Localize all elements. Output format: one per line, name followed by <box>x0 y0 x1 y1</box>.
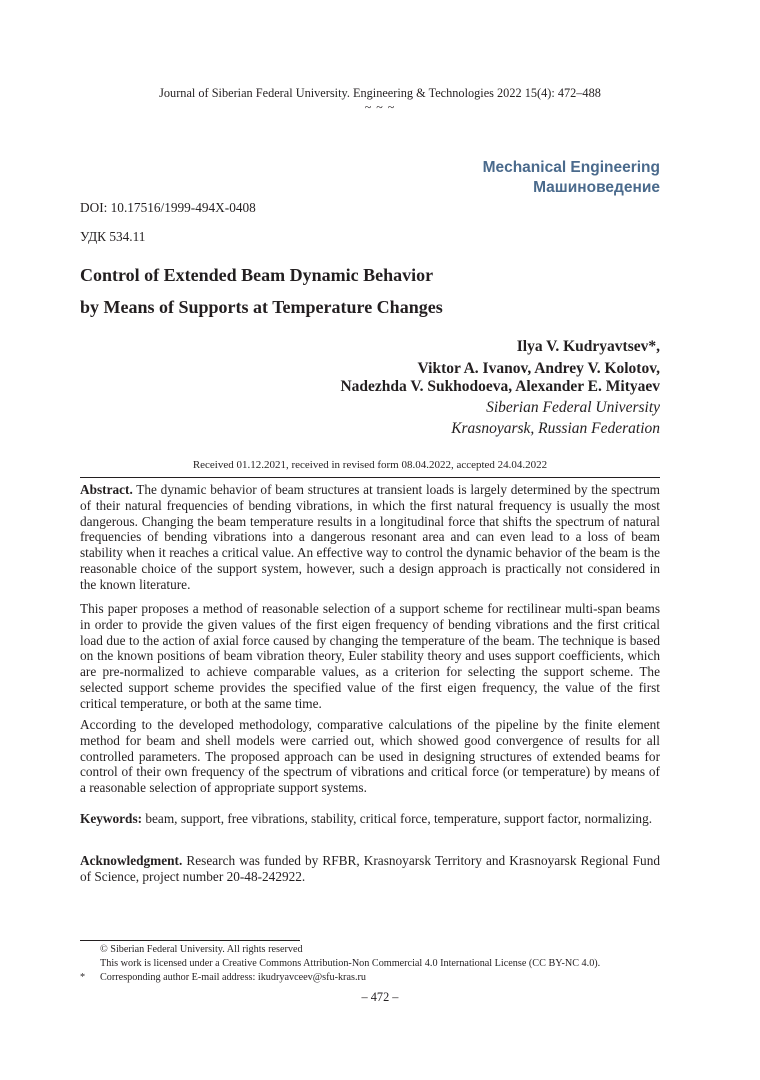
keywords-label: Keywords: <box>80 811 143 826</box>
received-dates: Received 01.12.2021, received in revised form 08.04.2022, accepted 24.04.2022 <box>192 459 548 471</box>
journal-header: Journal of Siberian Federal University. Engineering & Technologies 2022 15(4): 472–488 <box>159 86 601 100</box>
abstract-paragraph-2: This paper proposes a method of reasonable selection of a support scheme for rectilinear multi-span beams in order to provide the given values of the first eigen frequency of bending vibrations and the first critical load due to the action of axial force caused by changing the temperature of the beam. The technique is based on the known positions of beam vibration theory, Euler stability theory and uses support coefficients, which are pre-normalized to achieve comparable values, as a criterion for selecting the support scheme. The selected support scheme provides the specified value of the first eigen frequency, the value of the first critical temperature, or both at the same time. <box>80 601 660 711</box>
paper-title-line-1: Control of Extended Beam Dynamic Behavior <box>80 265 434 285</box>
header-ornament: ~ ~ ~ <box>364 100 396 114</box>
abstract-paragraph-1 <box>80 482 660 593</box>
acknowledgment <box>80 853 660 885</box>
footnote-star: * <box>80 972 86 983</box>
affiliation-university: Siberian Federal University <box>486 399 660 416</box>
page-number: – 472 – <box>361 990 399 1004</box>
paper-title-line-2: by Means of Supports at Temperature Changes <box>80 297 443 317</box>
section-title-ru: Машиноведение <box>533 179 660 196</box>
abstract-text-1: The dynamic behavior of beam structures at transient loads is largely determined by the spectrum of their natural frequencies of bending vibrations, in which the first natural frequency is usually the most dangerous. Changing the beam temperature results in a longitudinal force that shifts the spectrum of natural frequencies of bending vibrations into a dangerous resonant area and can even lead to a loss of beam stability when it reaches a critical value. An effective way to control the dynamic behavior of the beam is the reasonable choice of the support system, however, such a design approach is practically not considered in the known literature. <box>80 482 660 592</box>
keywords <box>80 811 660 827</box>
abstract-paragraph-3: According to the developed methodology, comparative calculations of the pipeline by the finite element method for beam and shell models were carried out, which showed good convergence of results for all controlled parameters. The proposed approach can be used in designing structures of extended beams for control of their own frequency of the spectrum of vibrations and critical force (or temperature) by means of a reasonable selection of appropriate support systems. <box>80 717 660 796</box>
udk-code: УДК 534.11 <box>80 229 146 244</box>
acknowledgment-text: Research was funded by RFBR, Krasnoyarsk Territory and Krasnoyarsk Regional Fund of Science, project number 20-48-242922. <box>80 853 660 884</box>
footnote-divider <box>80 940 300 941</box>
footnote-license: This work is licensed under a Creative Commons Attribution-Non Commercial 4.0 International License (CC BY-NC 4.0). <box>100 958 601 969</box>
abstract-divider <box>80 477 660 478</box>
keywords-text: beam, support, free vibrations, stability, critical force, temperature, support factor, normalizing. <box>142 811 653 826</box>
authors-line-2: Viktor A. Ivanov, Andrey V. Kolotov, <box>417 360 660 377</box>
section-title-en: Mechanical Engineering <box>482 159 660 176</box>
footnote-corresponding-author: Corresponding author E-mail address: ikudryavceev@sfu-kras.ru <box>100 972 366 983</box>
abstract-label: Abstract. <box>80 482 133 497</box>
footnote-copyright: © Siberian Federal University. All rights reserved <box>100 944 303 955</box>
affiliation-location: Krasnoyarsk, Russian Federation <box>451 420 660 437</box>
acknowledgment-label: Acknowledgment. <box>80 853 183 868</box>
authors-line-3: Nadezhda V. Sukhodoeva, Alexander E. Mityaev <box>340 378 660 395</box>
doi: DOI: 10.17516/1999-494X-0408 <box>80 200 256 215</box>
authors-line-1: Ilya V. Kudryavtsev*, <box>516 338 660 355</box>
